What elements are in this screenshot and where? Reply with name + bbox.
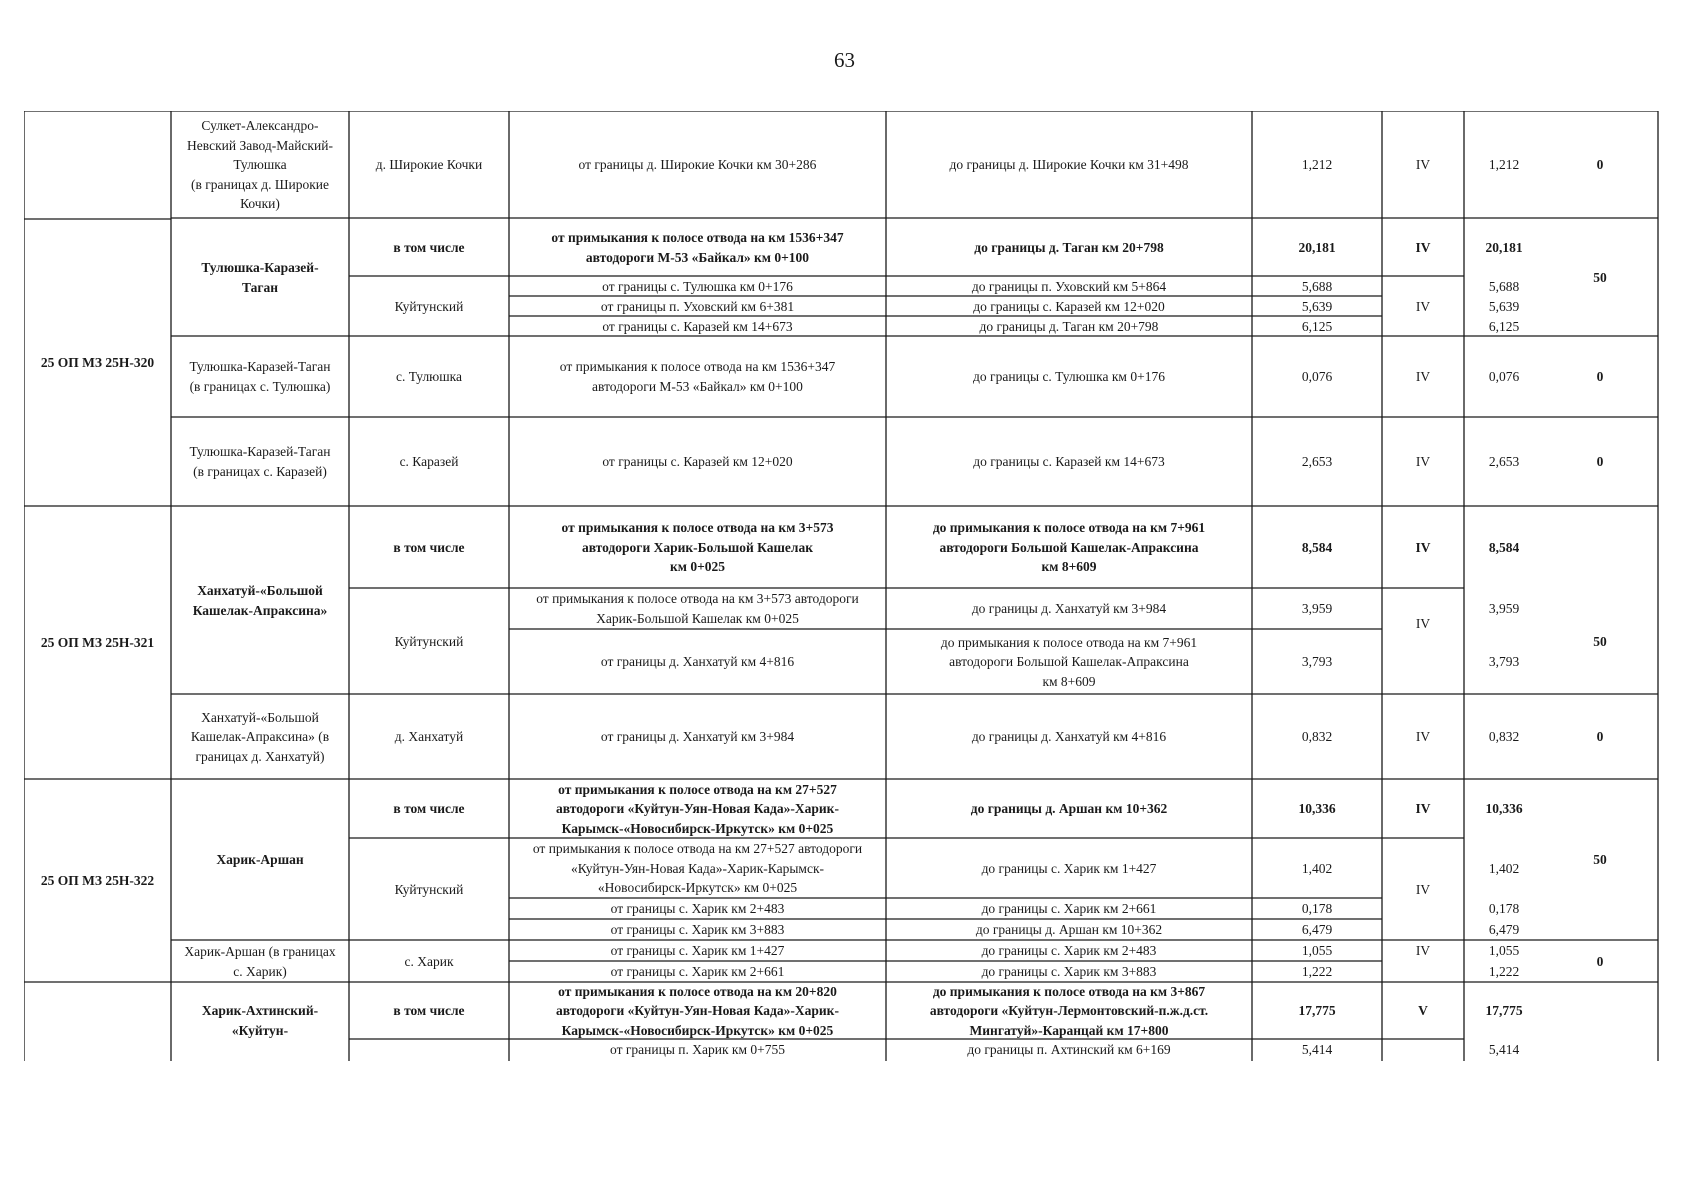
- length-cell: 1,055: [1301, 943, 1333, 959]
- road-name: Ханхатуй-«Большой Кашелак-Апраксина» (в границах д. Ханхатуй): [190, 709, 330, 764]
- to-cell: до границы с. Харик км 1+427: [981, 860, 1157, 876]
- category-cell: IV: [1415, 801, 1431, 817]
- extra-cell: 50: [1593, 633, 1607, 649]
- from-cell: от примыкания к полосе отвода на км 27+527 автодороги «Куйтун-Уян-Новая Када»-Харик-Карымск- «Новосибирск-Иркутск» км 0+025: [532, 841, 863, 896]
- length-cell: 1,222: [1301, 964, 1333, 980]
- length2-cell: 8,584: [1488, 539, 1520, 555]
- category-cell: IV: [1415, 539, 1431, 555]
- length2-cell: 5,414: [1488, 1042, 1520, 1058]
- to-cell: до границы д. Аршан км 10+362: [970, 801, 1168, 817]
- extra-cell: 0: [1596, 369, 1604, 385]
- from-cell: от границы п. Харик км 0+755: [610, 1042, 785, 1058]
- category-cell: IV: [1415, 369, 1431, 385]
- length2-cell: 3,959: [1488, 601, 1520, 617]
- extra-cell: 0: [1596, 454, 1604, 470]
- settlement-cell: д. Широкие Кочки: [375, 157, 483, 173]
- length2-cell: 1,055: [1488, 943, 1520, 959]
- to-cell: до границы с. Харик км 2+661: [981, 901, 1157, 917]
- total-label: в том числе: [393, 1003, 465, 1019]
- to-cell: до границы д. Ханхатуй км 3+984: [971, 601, 1167, 617]
- from-cell: от границы с. Тулюшка км 0+176: [602, 278, 793, 294]
- to-cell: до границы с. Харик км 3+883: [981, 964, 1157, 980]
- to-cell: до границы п. Ахтинский км 6+169: [967, 1042, 1171, 1058]
- road-code: 25 ОП МЗ 25Н-320: [40, 354, 155, 370]
- settlement-cell: с. Тулюшка: [395, 369, 463, 385]
- length2-cell: 1,222: [1488, 964, 1520, 980]
- settlement-cell: с. Харик: [404, 953, 454, 969]
- road-name: Харик-Аршан (в границах с. Харик): [184, 943, 336, 979]
- road-code: 25 ОП МЗ 25Н-322: [40, 873, 155, 889]
- length2-cell: 17,775: [1485, 1003, 1523, 1019]
- length-cell: 6,479: [1301, 922, 1333, 938]
- length-cell: 1,212: [1301, 157, 1333, 173]
- length-cell: 0,178: [1301, 901, 1333, 917]
- category-cell: IV: [1415, 943, 1431, 959]
- from-cell: от примыкания к полосе отвода на км 3+573 автодороги Харик-Большой Кашелак км 0+025: [561, 520, 834, 575]
- to-cell: до границы д. Таган км 20+798: [974, 239, 1164, 255]
- category-cell: IV: [1415, 881, 1431, 897]
- total-label: в том числе: [393, 239, 465, 255]
- road-name: Ханхатуй-«Большой Кашелак-Апраксина»: [192, 582, 328, 618]
- length2-cell: 1,402: [1488, 860, 1520, 876]
- length-cell: 5,688: [1301, 278, 1333, 294]
- from-cell: от границы п. Уховский км 6+381: [600, 298, 795, 314]
- from-cell: от примыкания к полосе отвода на км 20+820 автодороги «Куйтун-Уян-Новая Када»-Харик- Карымск-«Новосибирск-Иркутск» км 0+025: [556, 983, 839, 1038]
- road-name: Тулюшка-Каразей-Таган (в границах с. Тулюшка): [189, 359, 331, 394]
- length2-cell: 6,479: [1488, 922, 1520, 938]
- length2-cell: 20,181: [1485, 239, 1523, 255]
- from-cell: от границы д. Ханхатуй км 3+984: [600, 729, 795, 745]
- length2-cell: 5,639: [1488, 298, 1520, 314]
- from-cell: от границы д. Широкие Кочки км 30+286: [578, 157, 817, 173]
- from-cell: от границы с. Каразей км 14+673: [602, 318, 793, 334]
- length-cell: 5,639: [1301, 298, 1333, 314]
- category-cell: IV: [1415, 239, 1431, 255]
- length2-cell: 10,336: [1485, 801, 1523, 817]
- length2-cell: 0,832: [1488, 729, 1520, 745]
- road-name: Тулюшка-Каразей-Таган (в границах с. Каразей): [189, 444, 331, 479]
- category-cell: V: [1418, 1003, 1428, 1019]
- to-cell: до границы д. Ханхатуй км 4+816: [971, 729, 1167, 745]
- to-cell: до границы с. Каразей км 12+020: [973, 298, 1165, 314]
- length2-cell: 1,212: [1488, 157, 1520, 173]
- length-cell: 2,653: [1301, 454, 1333, 470]
- extra-cell: 0: [1596, 729, 1604, 745]
- to-cell: до границы д. Широкие Кочки км 31+498: [949, 157, 1189, 173]
- road-name: Сулкет-Александро- Невский Завод-Майский- Тулюшка (в границах д. Широкие Кочки): [187, 118, 333, 212]
- category-cell: IV: [1415, 157, 1431, 173]
- length-cell: 20,181: [1298, 239, 1336, 255]
- from-cell: от примыкания к полосе отвода на км 3+573 автодороги Харик-Большой Кашелак км 0+025: [536, 591, 859, 626]
- length2-cell: 5,688: [1488, 278, 1520, 294]
- total-label: в том числе: [393, 539, 465, 555]
- category-cell: [1383, 962, 1463, 982]
- district-cell: Куйтунский: [394, 633, 464, 649]
- length2-cell: 2,653: [1488, 454, 1520, 470]
- page-number: 63: [834, 48, 855, 72]
- extra-cell: 50: [1593, 852, 1607, 868]
- length-cell: 5,414: [1301, 1042, 1333, 1058]
- roads-table: [24, 111, 1659, 1061]
- from-cell: от примыкания к полосе отвода на км 1536+347 автодороги М-53 «Байкал» км 0+100: [551, 229, 844, 265]
- length-cell: 3,793: [1301, 654, 1333, 670]
- length-cell: 17,775: [1298, 1003, 1336, 1019]
- from-cell: от границы д. Ханхатуй км 4+816: [600, 654, 795, 670]
- from-cell: от примыкания к полосе отвода на км 27+527 автодороги «Куйтун-Уян-Новая Када»-Харик- Карымск-«Новосибирск-Иркутск» км 0+025: [556, 781, 839, 836]
- extra-cell: 50: [1593, 269, 1607, 285]
- to-cell: до границы п. Уховский км 5+864: [971, 278, 1167, 294]
- length-cell: 8,584: [1301, 539, 1333, 555]
- from-cell: от границы с. Харик км 2+483: [610, 901, 785, 917]
- to-cell: до границы с. Харик км 2+483: [981, 943, 1157, 959]
- from-cell: от границы с. Харик км 1+427: [610, 943, 785, 959]
- settlement-cell: с. Каразей: [399, 454, 459, 470]
- road-name: Харик-Аршан: [216, 852, 304, 868]
- district-cell: Куйтунский: [394, 298, 464, 314]
- road-name: Тулюшка-Каразей- Таган: [201, 259, 319, 295]
- category-cell: IV: [1415, 616, 1431, 632]
- length-cell: 6,125: [1301, 318, 1333, 334]
- from-cell: от границы с. Харик км 2+661: [610, 964, 785, 980]
- total-label: в том числе: [393, 801, 465, 817]
- to-cell: до границы с. Каразей км 14+673: [973, 454, 1165, 470]
- length-cell: 10,336: [1298, 801, 1336, 817]
- from-cell: от примыкания к полосе отвода на км 1536+347 автодороги М-53 «Байкал» км 0+100: [559, 359, 836, 394]
- from-cell: от границы с. Харик км 3+883: [610, 922, 785, 938]
- length-cell: 1,402: [1301, 860, 1333, 876]
- to-cell: до границы д. Таган км 20+798: [979, 318, 1159, 334]
- category-cell: IV: [1415, 298, 1431, 314]
- length-cell: 3,959: [1301, 601, 1333, 617]
- extra-cell: 0: [1596, 157, 1604, 173]
- road-code: 25 ОП МЗ 25Н-321: [40, 635, 155, 651]
- length2-cell: 0,076: [1488, 369, 1520, 385]
- settlement-cell: д. Ханхатуй: [394, 729, 464, 745]
- to-cell: до примыкания к полосе отвода на км 3+867 автодороги «Куйтун-Лермонтовский-п.ж.д.ст. Мингатуй»-Каранцай км 17+800: [929, 983, 1209, 1038]
- category-cell: IV: [1415, 454, 1431, 470]
- from-cell: от границы с. Каразей км 12+020: [602, 454, 793, 470]
- length2-cell: 0,178: [1488, 901, 1520, 917]
- district-cell: Куйтунский: [394, 881, 464, 897]
- category-cell: IV: [1415, 729, 1431, 745]
- road-name: Харик-Ахтинский- «Куйтун-: [201, 1003, 319, 1038]
- to-cell: до примыкания к полосе отвода на км 7+961 автодороги Большой Кашелак-Апраксина км 8+609: [940, 634, 1198, 689]
- length-cell: 0,076: [1301, 369, 1333, 385]
- length-cell: 0,832: [1301, 729, 1333, 745]
- length2-cell: 3,793: [1488, 654, 1520, 670]
- to-cell: до границы д. Аршан км 10+362: [975, 922, 1163, 938]
- length2-cell: 6,125: [1488, 318, 1520, 334]
- extra-cell: 0: [1596, 953, 1604, 969]
- to-cell: до границы с. Тулюшка км 0+176: [973, 369, 1165, 385]
- to-cell: до примыкания к полосе отвода на км 7+961 автодороги Большой Кашелак-Апраксина км 8+609: [932, 520, 1206, 575]
